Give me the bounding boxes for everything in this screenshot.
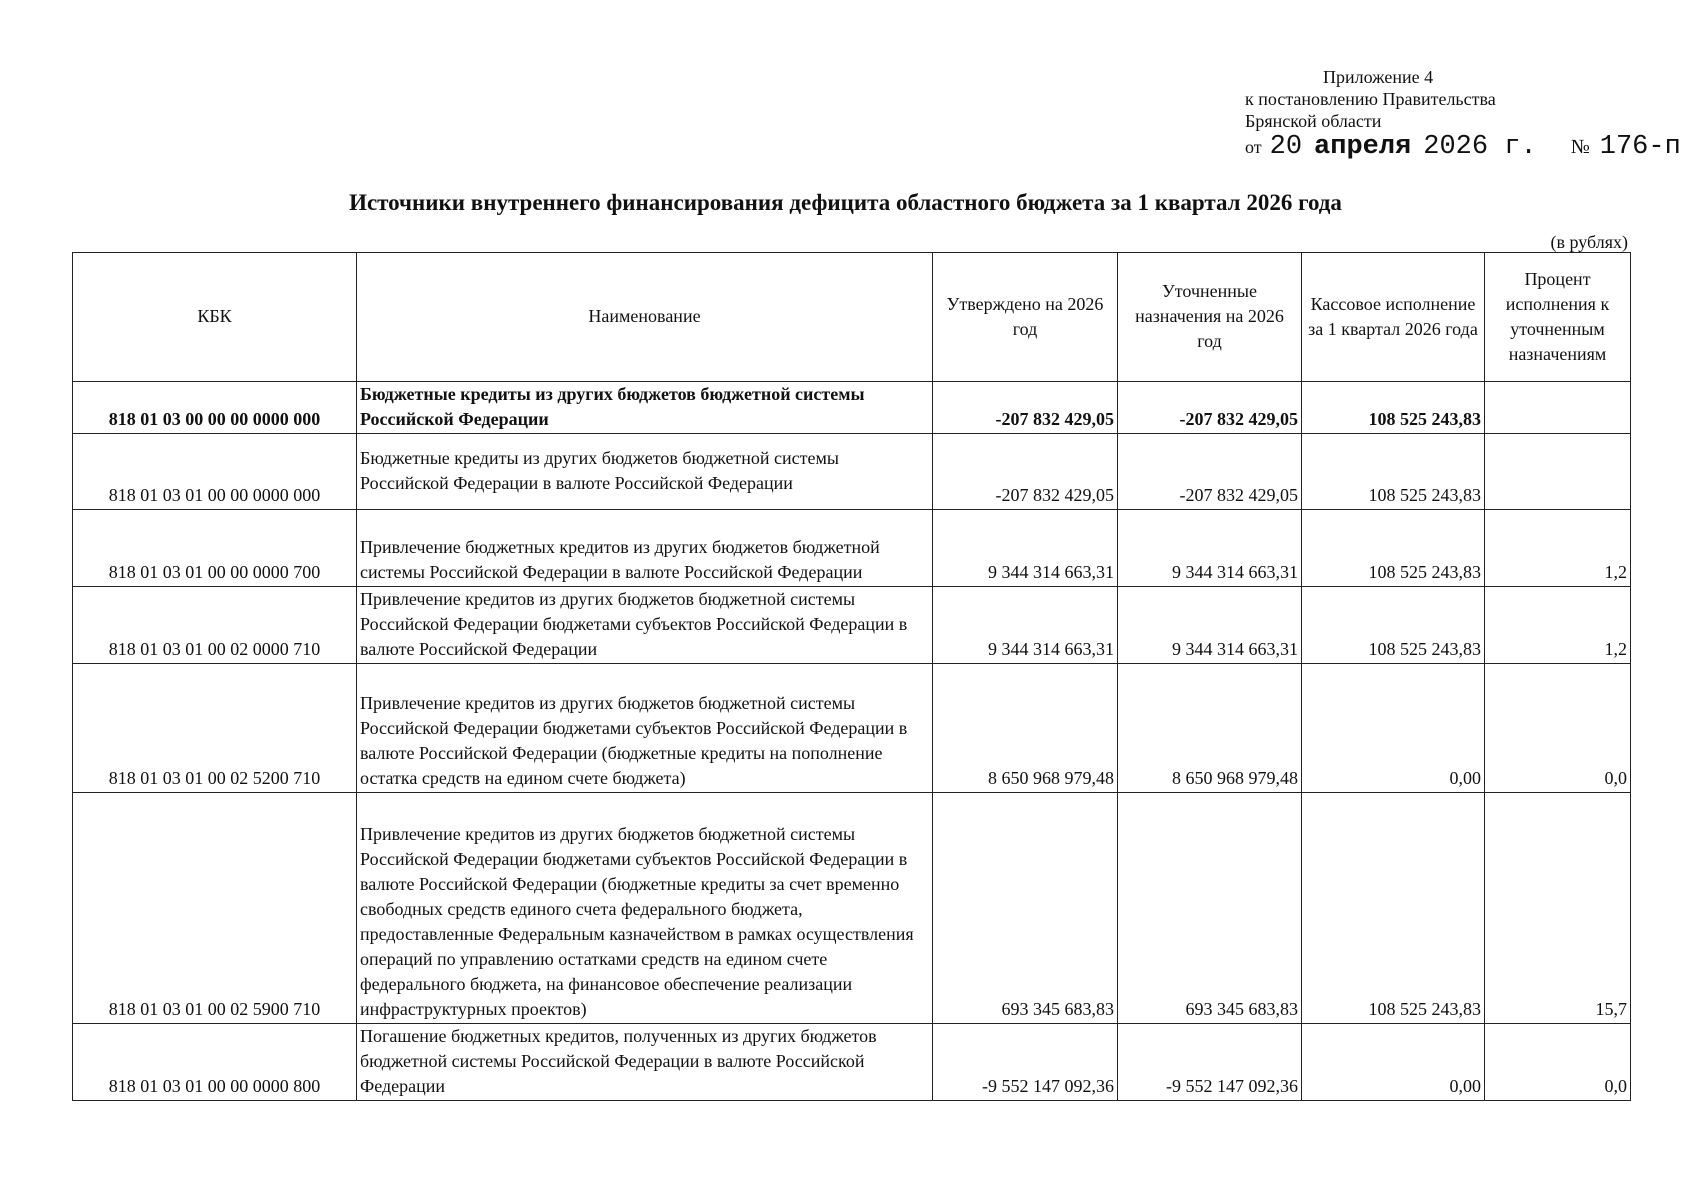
cell-name: Привлечение кредитов из других бюджетов бюджетной системы Российской Федерации бюджетами субъектов Российской Федерации в валюте Российской Федерации (бюджетные кредиты за счет временно свободных средств единого счета федерального бюджета, предоставленные Федеральным казначейством в рамках осуществления операций по управлению остатками средств на едином счете федерального бюджета, на финансовое обеспечение реализации инфраструктурных проектов)	[357, 793, 933, 1024]
table-row	[73, 1024, 1631, 1101]
cell-approved: 693 345 683,83	[933, 793, 1118, 1024]
cell-approved: 9 344 314 663,31	[933, 587, 1118, 664]
cell-approved: -207 832 429,05	[933, 434, 1118, 510]
cell-percent: 15,7	[1485, 793, 1631, 1024]
cell-name: Бюджетные кредиты из других бюджетов бюджетной системы Российской Федерации в валюте Российской Федерации	[357, 434, 933, 510]
cell-cash: 108 525 243,83	[1302, 793, 1485, 1024]
date-prefix: от	[1245, 137, 1262, 157]
cell-percent: 0,0	[1485, 1024, 1631, 1101]
header-approved: Утверждено на 2026 год	[933, 253, 1118, 382]
header-cash: Кассовое исполнение за 1 квартал 2026 года	[1302, 253, 1485, 382]
resolution-number: 176-п	[1599, 132, 1681, 162]
header-percent: Процент исполнения к уточненным назначениям	[1485, 253, 1631, 382]
cell-refined: -207 832 429,05	[1118, 434, 1302, 510]
table-row	[73, 793, 1631, 1024]
cell-kbk: 818 01 03 01 00 00 0000 700	[73, 510, 357, 587]
cell-refined: -9 552 147 092,36	[1118, 1024, 1302, 1101]
date-year: 2026 г.	[1423, 132, 1537, 162]
cell-name: Привлечение кредитов из других бюджетов бюджетной системы Российской Федерации бюджетами субъектов Российской Федерации в валюте Российской Федерации (бюджетные кредиты на пополнение остатка средств на едином счете бюджета)	[357, 664, 933, 793]
table-row	[73, 664, 1631, 793]
cell-cash: 0,00	[1302, 664, 1485, 793]
cell-cash: 108 525 243,83	[1302, 382, 1485, 434]
cell-name: Привлечение кредитов из других бюджетов бюджетной системы Российской Федерации бюджетами субъектов Российской Федерации в валюте Российской Федерации	[357, 587, 933, 664]
header-name: Наименование	[357, 253, 933, 382]
cell-refined: 9 344 314 663,31	[1118, 510, 1302, 587]
cell-percent: 1,2	[1485, 510, 1631, 587]
header-kbk: КБК	[73, 253, 357, 382]
cell-kbk: 818 01 03 01 00 00 0000 800	[73, 1024, 357, 1101]
units-note: (в рублях)	[1550, 232, 1628, 252]
cell-percent	[1485, 382, 1631, 434]
document-title: Источники внутреннего финансирования дефицита областного бюджета за 1 квартал 2026 года	[349, 190, 1342, 215]
cell-refined: 8 650 968 979,48	[1118, 664, 1302, 793]
table-row	[73, 587, 1631, 664]
cell-kbk: 818 01 03 01 00 02 0000 710	[73, 587, 357, 664]
date-day: 20	[1269, 132, 1303, 162]
financing-sources-table	[72, 252, 1631, 1101]
cell-percent	[1485, 434, 1631, 510]
resolution-date-line	[1245, 132, 1681, 162]
cell-approved: -207 832 429,05	[933, 382, 1118, 434]
table-header-row	[73, 253, 1631, 382]
appendix-reference: к постановлению Правительства	[1245, 89, 1496, 109]
cell-refined: -207 832 429,05	[1118, 382, 1302, 434]
cell-approved: -9 552 147 092,36	[933, 1024, 1118, 1101]
appendix-region: Брянской области	[1245, 111, 1382, 131]
cell-approved: 9 344 314 663,31	[933, 510, 1118, 587]
table-row	[73, 510, 1631, 587]
cell-percent: 1,2	[1485, 587, 1631, 664]
header-refined: Уточненные назначения на 2026 год	[1118, 253, 1302, 382]
cell-kbk: 818 01 03 01 00 02 5900 710	[73, 793, 357, 1024]
cell-name: Погашение бюджетных кредитов, полученных из других бюджетов бюджетной системы Российской Федерации в валюте Российской Федерации	[357, 1024, 933, 1101]
table-row	[73, 434, 1631, 510]
cell-cash: 108 525 243,83	[1302, 587, 1485, 664]
appendix-number: Приложение 4	[1323, 67, 1434, 87]
number-sign: №	[1570, 136, 1590, 158]
cell-cash: 0,00	[1302, 1024, 1485, 1101]
cell-cash: 108 525 243,83	[1302, 510, 1485, 587]
date-month: апреля	[1314, 132, 1412, 162]
cell-approved: 8 650 968 979,48	[933, 664, 1118, 793]
cell-kbk: 818 01 03 00 00 00 0000 000	[73, 382, 357, 434]
cell-refined: 693 345 683,83	[1118, 793, 1302, 1024]
cell-percent: 0,0	[1485, 664, 1631, 793]
cell-name: Привлечение бюджетных кредитов из других бюджетов бюджетной системы Российской Федерации в валюте Российской Федерации	[357, 510, 933, 587]
cell-cash: 108 525 243,83	[1302, 434, 1485, 510]
cell-kbk: 818 01 03 01 00 00 0000 000	[73, 434, 357, 510]
appendix-block	[1245, 66, 1681, 162]
cell-name: Бюджетные кредиты из других бюджетов бюджетной системы Российской Федерации	[357, 382, 933, 434]
table-row	[73, 382, 1631, 434]
cell-kbk: 818 01 03 01 00 02 5200 710	[73, 664, 357, 793]
cell-refined: 9 344 314 663,31	[1118, 587, 1302, 664]
